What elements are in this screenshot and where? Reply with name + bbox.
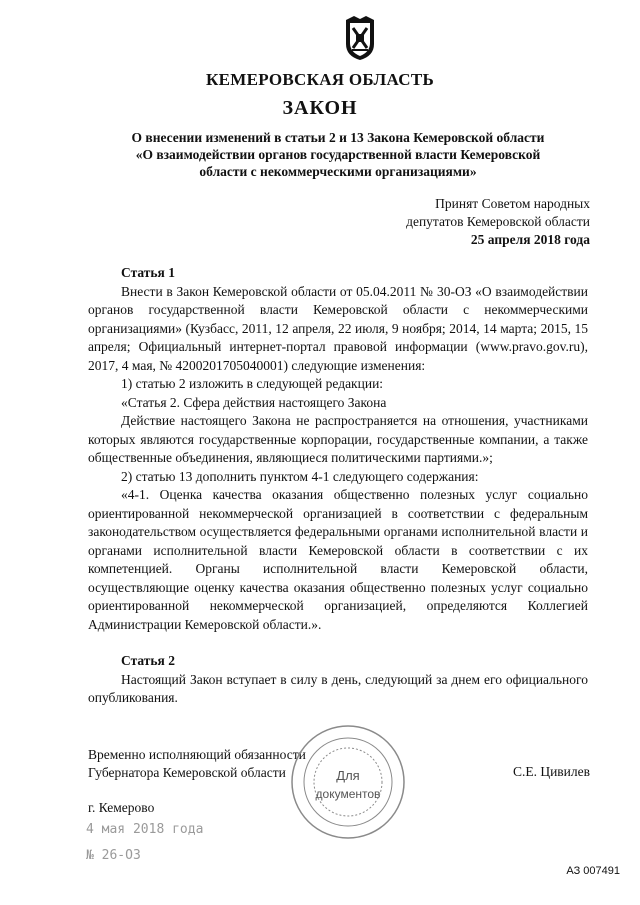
article-paragraph: Действие настоящего Закона не распространяется на отношения, участниками которых являются государственные корпорации, государственные компании, а также общественные объединения, являющиеся политическими партиями.»; [88, 413, 588, 465]
seal-text: Для [336, 768, 360, 783]
adoption-line: депутатов Кемеровской области [406, 214, 590, 229]
article-item: 1) статью 2 изложить в следующей редакции: [121, 376, 384, 391]
article-title: Статья 1 [121, 265, 175, 280]
signatory-line: Губернатора Кемеровской области [88, 765, 286, 780]
official-seal [288, 722, 408, 842]
law-title-line: «О взаимодействии органов государственной власти Кемеровской [135, 147, 541, 162]
law-title-line: О внесении изменений в статьи 2 и 13 Закона Кемеровской области [131, 130, 545, 145]
article-paragraph: Настоящий Закон вступает в силу в день, следующий за днем его официального опубликования. [88, 671, 588, 705]
law-title [96, 129, 580, 180]
adoption-date: 25 апреля 2018 года [470, 232, 590, 247]
article-item: 2) статью 13 дополнить пунктом 4-1 следующего содержания: [121, 468, 479, 484]
signatory-name: С.Е. Цивилев [512, 764, 590, 779]
article-paragraph: «4-1. Оценка качества оказания общественно полезных услуг социально ориентированной некоммерческой организацией в соответствии с федеральным законодательством осуществляется федеральными органами исполнительной власти и органами исполнительной власти Кемеровской области в соответствии с их компетенцией. Органы исполнительной власти Кемеровской области, осуществляющие оценку качества оказания общественно полезных услуг социально ориентированной некоммерческой организацией, определяются Коллегией Администрации Кемеровской области.». [88, 487, 588, 632]
article-paragraph: Внести в Закон Кемеровской области от 05.04.2011 № 30-ОЗ «О взаимодействии органов государственной власти Кемеровской области с некоммерческими организациями» (Кузбасс, 2011, 12 апреля, 22 июля, 9 ноября; 2014, 14 марта; 2015, 15 апреля; Официальный интернет-портал правовой информации (www.pravo.gov.ru), 2017, 4 мая, № 4200201705040001) следующие изменения: [88, 283, 588, 373]
document-type: ЗАКОН [282, 97, 358, 119]
article-title: Статья 2 [121, 653, 175, 668]
region-name: КЕМЕРОВСКАЯ ОБЛАСТЬ [206, 70, 434, 89]
law-body [88, 264, 588, 708]
adoption-line: Принят Советом народных [435, 196, 590, 211]
adoption-block [406, 195, 590, 249]
signatory-line: Временно исполняющий обязанности [88, 747, 306, 762]
article-item-title: «Статья 2. Сфера действия настоящего Закона [121, 394, 387, 410]
seal-text: документов [315, 787, 381, 801]
form-serial-number: АЗ 007491 [566, 865, 620, 877]
place-of-signing: г. Кемерово [88, 800, 155, 815]
coat-of-arms-icon [340, 14, 380, 62]
signatory-position [88, 746, 306, 782]
registration-date-stamp: 4 мая 2018 года [86, 822, 204, 837]
law-title-line: области с некоммерческими организациями» [199, 164, 477, 179]
registration-number-stamp: № 26-ОЗ [86, 848, 141, 863]
